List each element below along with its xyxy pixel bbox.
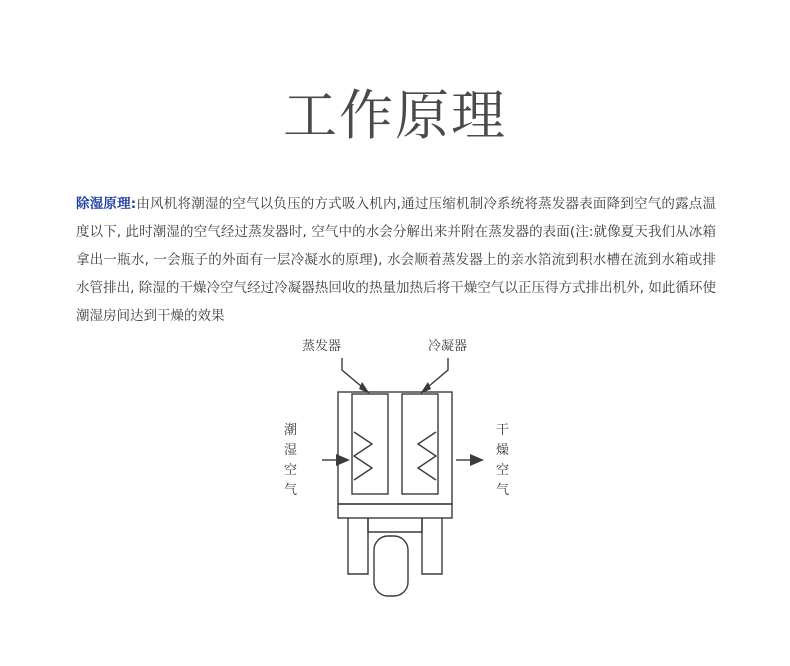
- label-dry-air: [496, 423, 509, 498]
- lower-duct: [368, 518, 422, 532]
- evaporator-housing: [352, 394, 388, 494]
- label-dry-air-char-4: 气: [496, 483, 510, 498]
- water-tank: [374, 536, 408, 596]
- label-condenser: 冷凝器: [428, 339, 468, 354]
- label-humid-air-char-1: 潮: [284, 423, 298, 438]
- condenser-housing: [402, 394, 438, 494]
- outlet-arrow-head: [470, 454, 484, 466]
- dehumidifier-diagram: [0, 320, 790, 640]
- label-humid-air: [284, 422, 297, 498]
- label-humid-air-char-4: 气: [284, 483, 298, 498]
- label-dry-air-char-1: 干: [496, 423, 510, 438]
- label-dry-air-char-3: 空: [496, 463, 510, 478]
- principle-lead-label: 除湿原理:: [76, 195, 137, 212]
- right-support-leg: [422, 518, 442, 574]
- label-dry-air-char-2: 燥: [496, 443, 510, 458]
- page-title: 工作原理: [283, 84, 507, 147]
- inlet-arrow-head: [336, 454, 350, 466]
- label-humid-air-char-2: 湿: [284, 443, 298, 458]
- principle-body-text: 由风机将潮湿的空气以负压的方式吸入机内,通过压缩机制冷系统将蒸发器表面降到空气的露点温度以下, 此时潮湿的空气经过蒸发器时, 空气中的水会分解出来并附在蒸发器的表面(注:就像夏天我们从冰箱拿出一瓶水, 一会瓶子的外面有一层冷凝水的原理), 水会顺着蒸发器上的亲水箔流到积水槽在流到水箱或排水管排出, 除湿的干燥冷空气经过冷凝器热回收的热量加热后将干燥空气以正压得方式排出机外, 如此循环使潮湿房间达到干燥的效果: [76, 195, 716, 324]
- condenser-coil: [418, 432, 436, 480]
- machine-body-outline: [338, 392, 452, 504]
- label-humid-air-char-3: 空: [284, 463, 298, 478]
- evaporator-coil: [354, 432, 372, 480]
- drip-tray: [338, 504, 452, 518]
- label-evaporator: 蒸发器: [302, 339, 342, 354]
- principle-description: [76, 190, 716, 330]
- left-support-leg: [348, 518, 368, 574]
